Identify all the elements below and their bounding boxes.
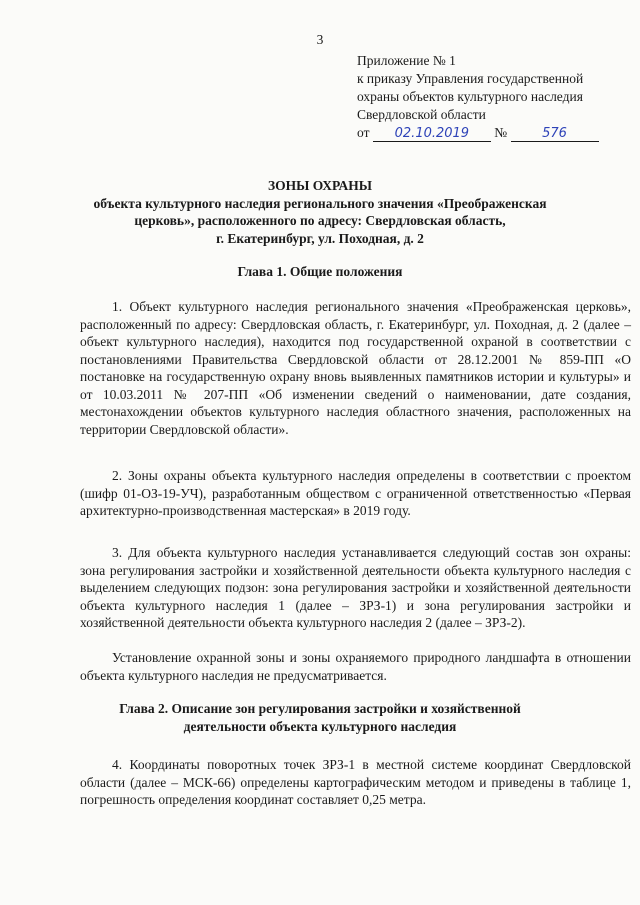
chapter-2-heading-line: деятельности объекта культурного наследия	[183, 718, 457, 734]
page-number: 3	[316, 32, 324, 47]
appendix-line: Приложение № 1	[357, 53, 456, 68]
title-line: г. Екатеринбург, ул. Походная, д. 2	[216, 230, 424, 246]
chapter-2-heading-line: Глава 2. Описание зон регулирования застройки и хозяйственной	[119, 701, 521, 716]
paragraph-protection-note: Установление охранной зоны и зоны охраняемого природного ландшафта в отношении объекта культурного наследия не предусматривается.	[80, 650, 631, 683]
handwritten-date: 02.10.2019	[373, 127, 491, 142]
chapter-2-heading	[30, 700, 610, 735]
handwritten-order-number: 576	[511, 127, 599, 142]
title-line: объекта культурного наследия регионального значения «Преображенская	[93, 195, 547, 211]
paragraph-1: 1. Объект культурного наследия регионального значения «Преображенская церковь», расположенный по адресу: Свердловская область, г. Екатеринбург, ул. Походная, д. 2 (далее – объект культурного наследия), находится под государственной охраной в соответствии с постановлениями Правительства Свердловской области от 28.12.2001 № 859-ПП «О постановке на государственную охрану вновь выявленных памятников истории и культуры» и от 10.03.2011 № 207-ПП «Об изменении сведений о наименовании, дате создания, местонахождении объектов культурного наследия областного значения, расположенных на территории Свердловской области».	[80, 299, 631, 437]
paragraph-4: 4. Координаты поворотных точек ЗРЗ-1 в местной системе координат Свердловской области (далее – МСК-66) определены картографическим методом и приведены в таблице 1, погрешность определения координат составляет 0,25 метра.	[80, 757, 631, 807]
number-prefix: №	[494, 125, 508, 140]
document-title	[30, 177, 610, 247]
order-date-number-row	[357, 124, 632, 142]
title-heading: ЗОНЫ ОХРАНЫ	[268, 178, 372, 193]
date-prefix: от	[357, 125, 370, 140]
chapter-1-heading: Глава 1. Общие положения	[237, 264, 403, 279]
appendix-line: охраны объектов культурного наследия	[357, 89, 583, 104]
title-line: церковь», расположенного по адресу: Свердловская область,	[134, 213, 506, 228]
appendix-line: Свердловской области	[357, 107, 486, 122]
appendix-line: к приказу Управления государственной	[357, 71, 584, 86]
paragraph-3: 3. Для объекта культурного наследия устанавливается следующий состав зон охраны: зона регулирования застройки и хозяйственной деятельности объекта культурного наследия с выделением следующих подзон: зона регулирования застройки и хозяйственной деятельности объекта культурного наследия 1 (далее – ЗРЗ-1) и зона регулирования застройки и хозяйственной деятельности объекта культурного наследия 2 (далее – ЗРЗ-2).	[80, 545, 631, 630]
paragraph-2: 2. Зоны охраны объекта культурного наследия определены в соответствии с проектом (шифр 01-ОЗ-19-УЧ), разработанным обществом с ограниченной ответственностью «Первая архитектурно-производственная мастерская» в 2019 году.	[80, 468, 631, 518]
appendix-block	[357, 52, 632, 142]
